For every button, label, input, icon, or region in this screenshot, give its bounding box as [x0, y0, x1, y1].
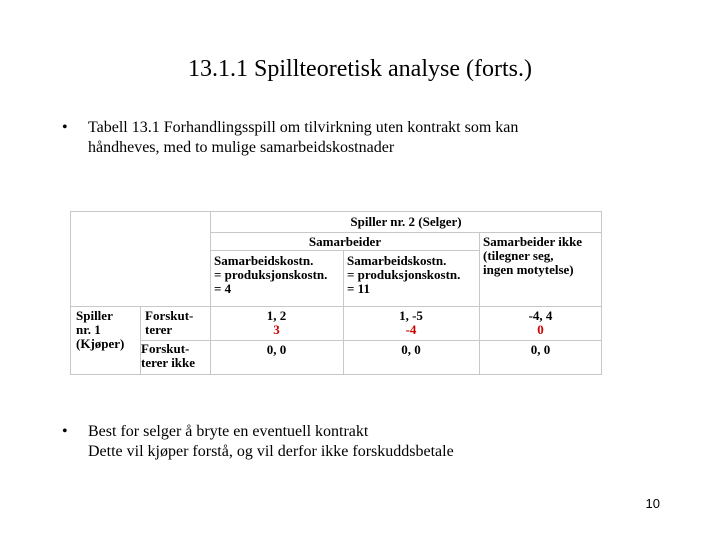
slide-title: 13.1.1 Spillteoretisk analyse (forts.): [188, 56, 532, 82]
bullet-text-2: [88, 422, 454, 462]
bullet-text-1: [88, 118, 518, 158]
bullet-1-line-2: håndheves, med to mulige samarbeidskostnader: [88, 139, 395, 156]
payoff-r1c3-value: -4, 4: [528, 308, 553, 323]
bullet-2-line-1: Best for selger å bryte en eventuell kontrakt: [88, 423, 369, 440]
bullet-2-line-2: Dette vil kjøper forstå, og vil derfor ikke forskuddsbetale: [88, 443, 454, 460]
payoff-r2c1: 0, 0: [266, 342, 287, 357]
cost-col-2-line-2: = produksjonskostn.: [347, 267, 461, 282]
cost-col-2-line-1: Samarbeidskostn.: [347, 253, 447, 268]
payoff-r1c3: [479, 309, 602, 337]
cost-col-2-line-3: = 11: [347, 281, 370, 296]
payoff-r1c2: [343, 309, 479, 337]
row1-label-line-2: terer: [145, 322, 173, 337]
cost-col-1-line-2: = produksjonskostn.: [214, 267, 328, 282]
payoff-table: [70, 211, 602, 375]
cooperate-header: Samarbeider: [308, 234, 382, 249]
player1-label: [76, 309, 140, 351]
row1-label: [145, 309, 209, 337]
cost-col-2-header: [347, 254, 478, 296]
not-cooperate-header: [483, 235, 601, 277]
not-cooperate-line-1: Samarbeider ikke: [483, 234, 583, 249]
payoff-r1c2-sum: -4: [405, 322, 417, 337]
cost-col-1-header: [214, 254, 342, 296]
row2-label-line-1: Forskut-: [141, 341, 190, 356]
bullet-1-line-1: Tabell 13.1 Forhandlingsspill om tilvirkning uten kontrakt som kan: [88, 119, 519, 136]
player1-line-3: (Kjøper): [76, 336, 125, 351]
not-cooperate-line-2: (tilegner seg,: [483, 248, 554, 263]
player1-line-2: nr. 1: [76, 322, 101, 337]
payoff-r1c1-sum: 3: [273, 322, 280, 337]
payoff-r1c1: [210, 309, 343, 337]
page-number: 10: [645, 496, 660, 511]
bullet-marker-1: •: [62, 119, 68, 136]
player1-line-1: Spiller: [76, 308, 113, 323]
not-cooperate-line-3: ingen motytelse): [483, 262, 574, 277]
payoff-r2c2: 0, 0: [401, 342, 421, 357]
cost-col-1-line-1: Samarbeidskostn.: [214, 253, 314, 268]
row2-label: [141, 342, 209, 370]
payoff-r1c1-value: 1, 2: [266, 308, 287, 323]
bullet-marker-2: •: [62, 423, 68, 440]
row2-label-line-2: terer ikke: [141, 355, 196, 370]
payoff-r1c2-value: 1, -5: [399, 308, 423, 323]
payoff-r2c3: 0, 0: [530, 342, 551, 357]
cost-col-1-line-3: = 4: [214, 281, 232, 296]
payoff-r1c3-sum: 0: [537, 322, 544, 337]
row1-label-line-1: Forskut-: [145, 308, 194, 323]
player2-header: Spiller nr. 2 (Selger): [350, 214, 462, 229]
